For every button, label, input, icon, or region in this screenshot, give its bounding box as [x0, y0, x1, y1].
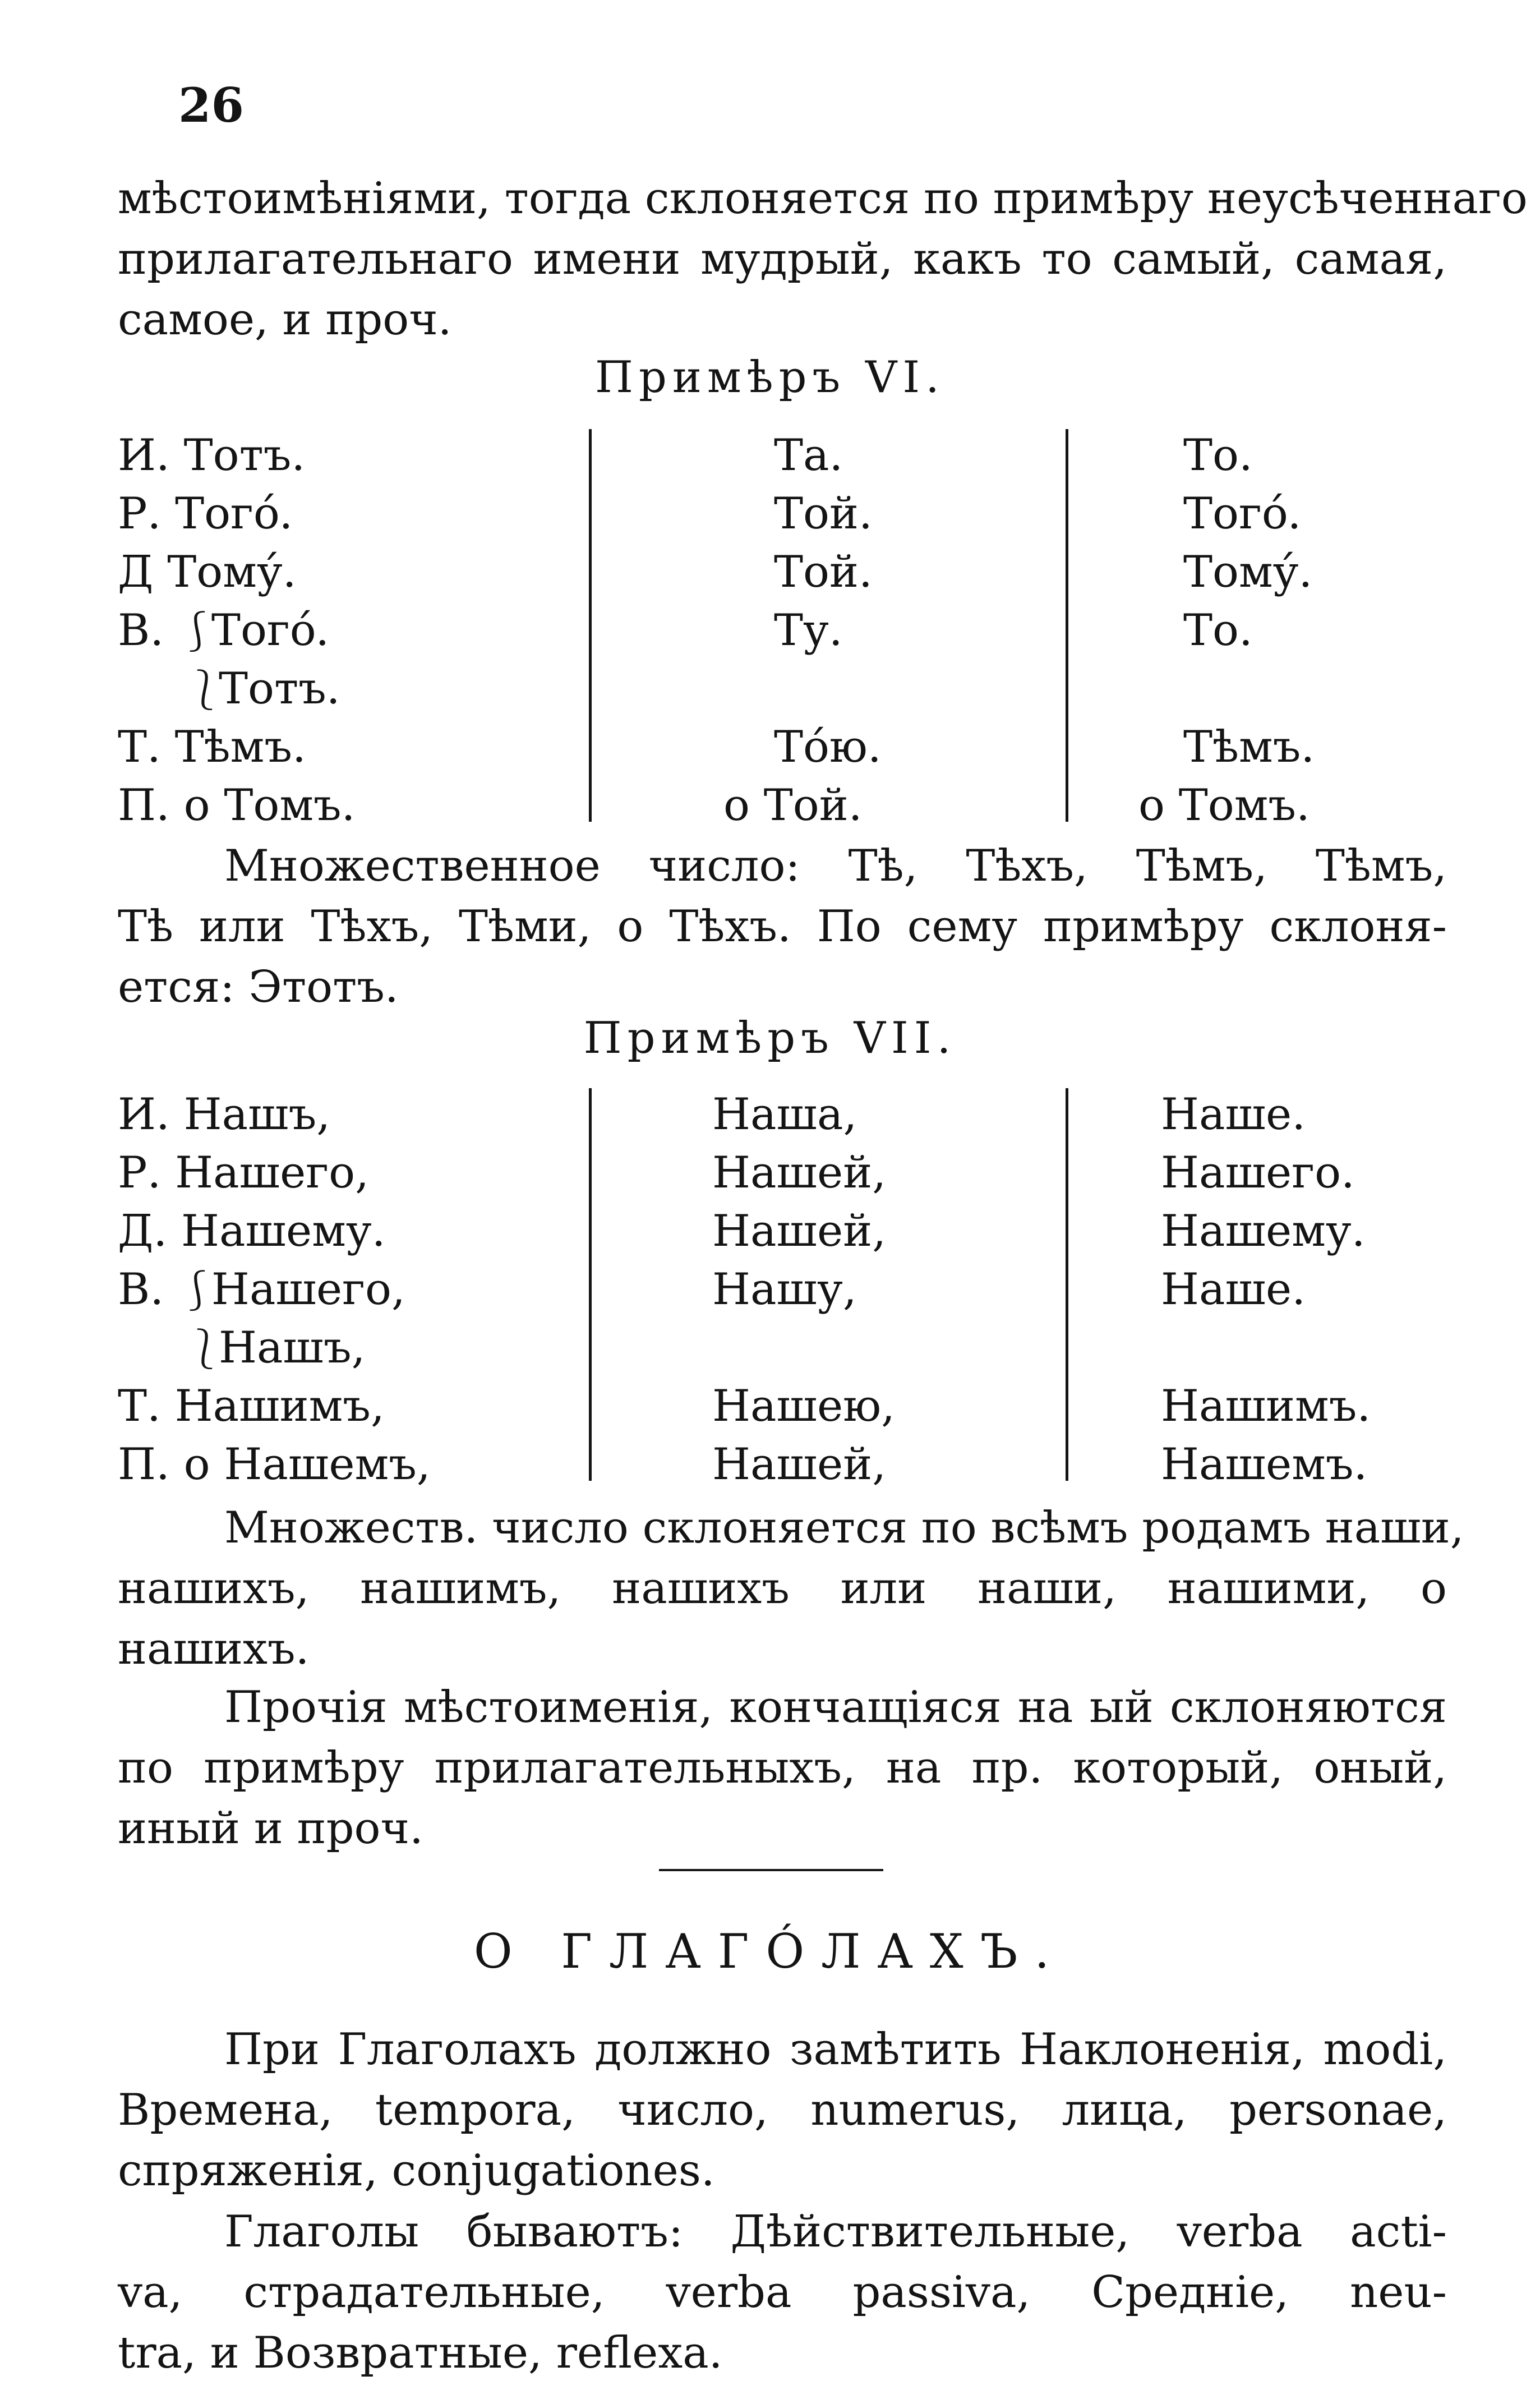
table-row	[118, 1377, 1447, 1435]
cell-neuter: Тому́.	[1183, 547, 1313, 597]
table-row	[118, 426, 1447, 485]
table-row	[118, 543, 1447, 601]
cell-masculine: П. о Томъ.	[118, 780, 356, 831]
cell-feminine: Той.	[774, 547, 873, 597]
table-row	[118, 1319, 1447, 1377]
cell-masculine: Р. Нашего,	[118, 1148, 369, 1198]
cell-masculine	[118, 1260, 405, 1320]
paragraph-continuation	[118, 168, 1528, 350]
cell-feminine: Нашу,	[712, 1264, 857, 1315]
text-line: иный и проч.	[118, 1803, 423, 1854]
brace-icon: ⎰	[177, 1268, 217, 1314]
cell-feminine: Нашей,	[712, 1439, 886, 1490]
table-row	[118, 1085, 1447, 1144]
text-line: Множеств. число склоняется по всѣмъ родамъ наши,	[224, 1503, 1464, 1553]
paragraph-other-pronouns	[118, 1677, 1447, 1859]
cell-neuter: Нашему.	[1161, 1206, 1366, 1256]
cell-feminine: Тóю.	[774, 722, 882, 772]
cell-masculine: Т. Тѣмъ.	[118, 722, 306, 772]
cell-masculine: Д. Нашему.	[118, 1206, 386, 1256]
cell-feminine: Та.	[774, 430, 843, 481]
text-line: Времена, tempora, число, numerus, лица, personae,	[118, 2085, 1447, 2135]
section-divider	[659, 1869, 883, 1871]
cell-neuter: Тѣмъ.	[1183, 722, 1315, 772]
cell-neuter: То.	[1183, 430, 1253, 481]
example-6-title: Примѣръ VI.	[595, 352, 945, 403]
paragraph-verbs-intro	[118, 2019, 1447, 2201]
cell-feminine: Нашей,	[712, 1148, 886, 1198]
cell-neuter: Тогó.	[1183, 489, 1302, 539]
table-row	[118, 1202, 1447, 1260]
text-line: Глаголы бываютъ: Дѣйствительные, verba acti-	[224, 2207, 1447, 2257]
page-number: 26	[178, 77, 244, 133]
paragraph-plural-7	[118, 1498, 1464, 1679]
cell-masculine: И. Нашъ,	[118, 1089, 331, 1140]
text-line: Множественное число: Тѣ, Тѣхъ, Тѣмъ, Тѣмъ,	[224, 841, 1447, 891]
table-row	[118, 1260, 1447, 1319]
example-6-table	[118, 426, 1447, 835]
table-row	[118, 660, 1447, 718]
cell-feminine: Ту.	[774, 605, 843, 656]
text-line: Тѣ или Тѣхъ, Тѣми, о Тѣхъ. По сему примѣру склоня-	[118, 901, 1447, 952]
table-row	[118, 1435, 1447, 1494]
cell-neuter: Нашимъ.	[1161, 1381, 1371, 1431]
brace-icon: ⎰	[177, 609, 217, 655]
cell-neuter: Нашего.	[1161, 1148, 1355, 1198]
cell-masculine	[185, 660, 340, 719]
cell-neuter: Нашемъ.	[1161, 1439, 1368, 1490]
text-line: нашихъ.	[118, 1624, 310, 1674]
text-line: Прочія мѣстоименія, кончащіяся на ый склоняются	[224, 1682, 1447, 1733]
text-line: по примѣру прилагательныхъ, на пр. который, оный,	[118, 1743, 1447, 1793]
brace-icon: ⎱	[185, 667, 224, 713]
case-label: В.	[118, 1264, 164, 1315]
paragraph-plural-6	[118, 836, 1447, 1017]
cell-feminine: Той.	[774, 489, 873, 539]
case-form: Тотъ.	[219, 664, 340, 714]
text-line: прилагательнаго имени мудрый, какъ то самый, самая,	[118, 234, 1447, 284]
example-7-table	[118, 1085, 1447, 1494]
cell-feminine: о Той.	[723, 780, 863, 831]
case-label: В.	[118, 605, 164, 656]
text-line: нашихъ, нашимъ, нашихъ или наши, нашими, о	[118, 1563, 1447, 1614]
cell-masculine: Д Тому́.	[118, 547, 297, 597]
text-line: самое, и проч.	[118, 294, 452, 345]
cell-masculine	[118, 601, 329, 661]
table-row	[118, 1144, 1447, 1202]
cell-neuter: Наше.	[1161, 1264, 1306, 1315]
case-form: Тогó.	[211, 605, 330, 656]
cell-feminine: Нашей,	[712, 1206, 886, 1256]
cell-masculine: П. о Нашемъ,	[118, 1439, 431, 1490]
table-row	[118, 718, 1447, 776]
text-line: tra, и Возвратные, reflexa.	[118, 2328, 723, 2378]
cell-neuter: Наше.	[1161, 1089, 1306, 1140]
case-form: Нашъ,	[219, 1323, 366, 1373]
text-line: При Глаголахъ должно замѣтить Наклоненія, modi,	[224, 2024, 1447, 2075]
cell-masculine: И. Тотъ.	[118, 430, 306, 481]
section-heading: О ГЛАГÓЛАХЪ.	[473, 1924, 1067, 1979]
cell-masculine: Т. Нашимъ,	[118, 1381, 385, 1431]
text-line: ется: Этотъ.	[118, 962, 399, 1012]
example-7-title: Примѣръ VII.	[583, 1013, 957, 1063]
cell-masculine	[185, 1319, 365, 1378]
table-row	[118, 485, 1447, 543]
cell-masculine: Р. Тогó.	[118, 489, 293, 539]
table-row	[118, 776, 1447, 835]
paragraph-verb-kinds	[118, 2202, 1447, 2383]
text-line: спряженія, conjugationes.	[118, 2145, 715, 2196]
case-form: Нашего,	[211, 1264, 405, 1315]
text-line: va, страдательные, verba passiva, Средніе, neu-	[118, 2267, 1447, 2318]
cell-feminine: Нашею,	[712, 1381, 895, 1431]
table-row	[118, 601, 1447, 660]
cell-feminine: Наша,	[712, 1089, 857, 1140]
cell-neuter: о Томъ.	[1138, 780, 1310, 831]
brace-icon: ⎱	[185, 1326, 224, 1372]
cell-neuter: То.	[1183, 605, 1253, 656]
text-line: мѣстоимѣніями, тогда склоняется по примѣру неусѣченнаго	[118, 173, 1528, 224]
